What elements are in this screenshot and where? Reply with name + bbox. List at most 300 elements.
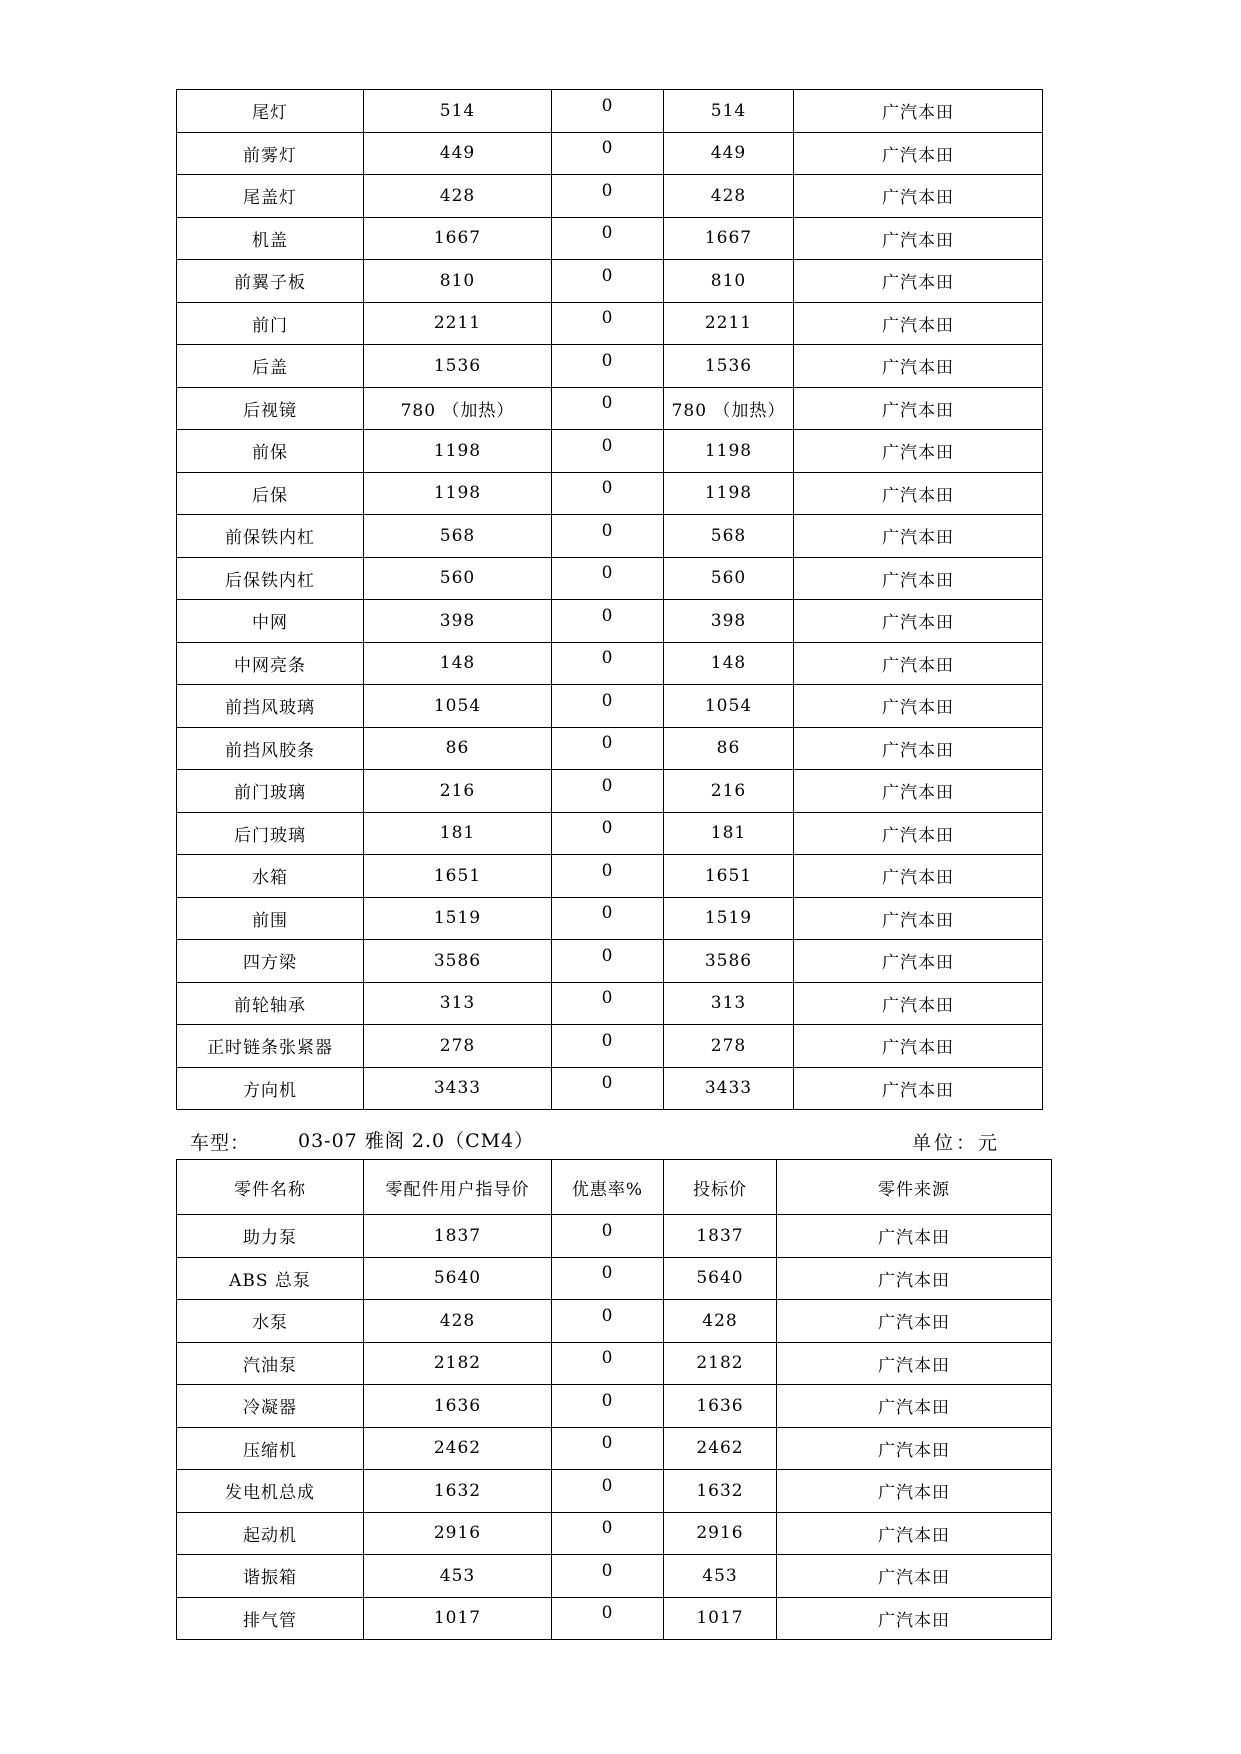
guide-price-cell-text: 1651 (433, 865, 482, 886)
part-name-cell (177, 770, 364, 813)
part-name-cell-text: 后视镜 (243, 400, 297, 421)
discount-rate-cell-text: 0 (601, 308, 614, 329)
part-source-cell-text: 广汽本田 (882, 613, 954, 634)
discount-rate-cell-text: 0 (601, 988, 614, 1009)
part-source-cell (794, 515, 1043, 558)
table-row (177, 1385, 1052, 1428)
guide-price-cell-text: 449 (439, 143, 476, 164)
table-row (177, 685, 1043, 728)
guide-price-cell (364, 387, 552, 430)
discount-rate-cell (552, 557, 664, 600)
part-source-cell (794, 770, 1043, 813)
bid-price-cell (664, 642, 794, 685)
part-source-cell (794, 727, 1043, 770)
bid-price-cell-text: 1054 (704, 695, 753, 716)
part-source-cell (794, 642, 1043, 685)
part-source-cell-text: 广汽本田 (882, 995, 954, 1016)
guide-price-cell-text: 216 (439, 780, 476, 801)
model-label: 车型： (190, 1132, 251, 1154)
part-source-cell (777, 1470, 1052, 1513)
guide-price-cell (364, 855, 552, 898)
part-name-cell-text: 前翼子板 (234, 273, 306, 294)
bid-price-cell (664, 90, 794, 133)
bid-price-cell (664, 430, 794, 473)
discount-rate-cell-text: 0 (601, 435, 614, 456)
bid-price-cell-text: 1536 (704, 355, 753, 376)
part-name-cell-text: 中网 (252, 613, 288, 634)
table-row (177, 90, 1043, 133)
table-row (177, 472, 1043, 515)
part-name-cell (177, 472, 364, 515)
guide-price-cell-text: 2211 (433, 313, 482, 334)
part-source-cell-text: 广汽本田 (882, 655, 954, 676)
guide-price-cell-text: 1632 (433, 1480, 482, 1501)
guide-price-cell-text: 1017 (433, 1608, 482, 1629)
part-name-cell (177, 642, 364, 685)
part-source-cell (777, 1512, 1052, 1555)
bid-price-cell (664, 727, 794, 770)
part-name-cell-text: 后盖 (252, 358, 288, 379)
part-source-cell (777, 1342, 1052, 1385)
bid-price-cell (664, 812, 794, 855)
table-row (177, 642, 1043, 685)
part-name-cell (177, 1470, 364, 1513)
guide-price-cell-text: 3586 (433, 950, 482, 971)
discount-rate-cell-text: 0 (601, 478, 614, 499)
part-name-cell-text: 中网亮条 (234, 655, 306, 676)
discount-rate-cell-text: 0 (601, 1305, 614, 1326)
part-name-cell-text: 水泵 (252, 1313, 288, 1334)
bid-price-cell (664, 685, 794, 728)
discount-rate-cell-text: 0 (601, 903, 614, 924)
part-source-cell-text: 广汽本田 (878, 1610, 950, 1631)
bid-price-cell-text: 3586 (704, 950, 753, 971)
bid-price-cell-text: 810 (710, 270, 747, 291)
bid-price-cell (664, 302, 794, 345)
table-row (177, 1470, 1052, 1513)
discount-rate-cell (552, 727, 664, 770)
guide-price-cell (364, 1342, 552, 1385)
discount-rate-cell-text: 0 (601, 265, 614, 286)
table-row (177, 982, 1043, 1025)
part-source-cell-text: 广汽本田 (878, 1483, 950, 1504)
bid-price-cell (664, 345, 794, 388)
table-row (177, 217, 1043, 260)
bid-price-cell (664, 1025, 794, 1068)
bid-price-cell (664, 855, 794, 898)
part-name-cell-text: 前门 (252, 315, 288, 336)
part-name-cell (177, 940, 364, 983)
discount-rate-cell-text: 0 (601, 223, 614, 244)
bid-price-cell-text: 1636 (696, 1395, 744, 1416)
parts-price-table-2-body (177, 1215, 1052, 1640)
part-source-cell-text: 广汽本田 (882, 1080, 954, 1101)
bid-price-cell-text: 2182 (696, 1353, 744, 1374)
part-name-cell (177, 260, 364, 303)
bid-price-cell-text: 313 (710, 993, 747, 1014)
part-name-cell (177, 1597, 364, 1640)
discount-rate-cell-text: 0 (601, 1518, 614, 1539)
bid-price-cell (664, 1300, 777, 1343)
bid-price-cell (664, 515, 794, 558)
guide-price-cell-text: 1636 (433, 1395, 482, 1416)
part-name-cell-text: 水箱 (252, 868, 288, 889)
bid-price-cell-text: 1198 (704, 440, 753, 461)
guide-price-cell-text: 428 (439, 185, 476, 206)
guide-price-cell-text: 568 (439, 525, 476, 546)
discount-rate-cell-text: 0 (601, 775, 614, 796)
discount-rate-cell (552, 1427, 664, 1470)
bid-price-cell (664, 1342, 777, 1385)
table-row (177, 770, 1043, 813)
table-row (177, 1597, 1052, 1640)
discount-rate-cell (552, 1215, 664, 1258)
part-source-cell-text: 广汽本田 (882, 103, 954, 124)
discount-rate-cell-text: 0 (601, 733, 614, 754)
bid-price-cell (664, 1257, 777, 1300)
guide-price-cell (364, 217, 552, 260)
guide-price-cell (364, 515, 552, 558)
guide-price-cell-text: 1198 (433, 483, 482, 504)
guide-price-cell-text: 810 (439, 270, 476, 291)
guide-price-cell (364, 557, 552, 600)
bid-price-cell (664, 1555, 777, 1598)
guide-price-cell (364, 345, 552, 388)
discount-rate-cell-text: 0 (601, 690, 614, 711)
bid-price-cell (664, 175, 794, 218)
table-row (177, 515, 1043, 558)
part-source-cell (794, 175, 1043, 218)
bid-price-cell-text: 1651 (704, 865, 753, 886)
part-name-cell (177, 855, 364, 898)
guide-price-cell (364, 1470, 552, 1513)
guide-price-cell-text: 5640 (433, 1268, 482, 1289)
part-name-cell-text: 后保 (252, 485, 288, 506)
bid-price-cell-text: 780 （加热） (671, 400, 786, 421)
part-name-cell (177, 557, 364, 600)
bid-price-cell (664, 217, 794, 260)
bid-price-cell (664, 260, 794, 303)
guide-price-cell-text: 1536 (433, 355, 482, 376)
part-name-cell (177, 727, 364, 770)
part-name-cell (177, 217, 364, 260)
bid-price-cell (664, 1427, 777, 1470)
guide-price-cell-text: 1054 (433, 695, 482, 716)
discount-rate-cell (552, 1555, 664, 1598)
part-source-cell (794, 387, 1043, 430)
bid-price-cell (664, 940, 794, 983)
guide-price-cell (364, 175, 552, 218)
guide-price-cell-text: 3433 (433, 1078, 482, 1099)
part-source-cell-text: 广汽本田 (882, 953, 954, 974)
header-discount-rate: 优惠率% (552, 1160, 664, 1215)
discount-rate-cell-text: 0 (601, 1560, 614, 1581)
guide-price-cell (364, 940, 552, 983)
part-name-cell (177, 1025, 364, 1068)
guide-price-cell-text: 514 (439, 100, 476, 121)
part-source-cell-text: 广汽本田 (882, 358, 954, 379)
table-row (177, 1215, 1052, 1258)
bid-price-cell-text: 2916 (696, 1523, 744, 1544)
discount-rate-cell (552, 600, 664, 643)
part-source-cell (794, 600, 1043, 643)
part-name-cell-text: 四方梁 (243, 953, 297, 974)
header-bid-price: 投标价 (664, 1160, 777, 1215)
bid-price-cell-text: 1837 (696, 1225, 744, 1246)
discount-rate-cell (552, 515, 664, 558)
guide-price-cell-text: 560 (439, 568, 476, 589)
bid-price-cell (664, 1215, 777, 1258)
discount-rate-cell-text: 0 (601, 393, 614, 414)
part-source-cell-text: 广汽本田 (878, 1355, 950, 1376)
guide-price-cell (364, 260, 552, 303)
guide-price-cell-text: 278 (439, 1035, 476, 1056)
part-name-cell-text: 后保铁内杠 (225, 570, 315, 591)
guide-price-cell (364, 600, 552, 643)
bid-price-cell (664, 1067, 794, 1110)
bid-price-cell-text: 1632 (696, 1480, 744, 1501)
guide-price-cell (364, 472, 552, 515)
bid-price-cell-text: 428 (710, 185, 747, 206)
guide-price-cell (364, 1555, 552, 1598)
part-name-cell-text: 前保铁内杠 (225, 528, 315, 549)
table-row (177, 1300, 1052, 1343)
bid-price-cell (664, 770, 794, 813)
part-name-cell-text: 压缩机 (243, 1440, 297, 1461)
table-row (177, 387, 1043, 430)
guide-price-cell (364, 770, 552, 813)
discount-rate-cell (552, 260, 664, 303)
bid-price-cell-text: 1667 (704, 228, 753, 249)
table-row (177, 1342, 1052, 1385)
part-name-cell (177, 1427, 364, 1470)
discount-rate-cell-text: 0 (601, 1475, 614, 1496)
part-name-cell (177, 982, 364, 1025)
guide-price-cell (364, 1067, 552, 1110)
guide-price-cell-text: 1837 (433, 1225, 482, 1246)
part-name-cell-text: ABS 总泵 (229, 1270, 311, 1291)
part-name-cell-text: 起动机 (243, 1525, 297, 1546)
guide-price-cell-text: 86 (445, 738, 470, 759)
part-source-cell-text: 广汽本田 (882, 783, 954, 804)
part-name-cell (177, 685, 364, 728)
part-source-cell-text: 广汽本田 (882, 315, 954, 336)
discount-rate-cell-text: 0 (601, 1603, 614, 1624)
part-name-cell (177, 1555, 364, 1598)
part-name-cell-text: 谐振箱 (243, 1568, 297, 1589)
guide-price-cell-text: 1198 (433, 440, 482, 461)
part-name-cell (177, 1342, 364, 1385)
part-source-cell-text: 广汽本田 (882, 188, 954, 209)
bid-price-cell-text: 453 (702, 1565, 738, 1586)
discount-rate-cell (552, 685, 664, 728)
part-name-cell (177, 132, 364, 175)
discount-rate-cell-text: 0 (601, 605, 614, 626)
part-source-cell-text: 广汽本田 (882, 273, 954, 294)
table-row (177, 175, 1043, 218)
guide-price-cell-text: 428 (439, 1310, 476, 1331)
bid-price-cell (664, 132, 794, 175)
bid-price-cell (664, 1512, 777, 1555)
part-source-cell (777, 1300, 1052, 1343)
unit-label: 单位：元 (912, 1132, 1001, 1154)
guide-price-cell (364, 1385, 552, 1428)
guide-price-cell-text: 780 （加热） (400, 400, 515, 421)
part-name-cell (177, 1067, 364, 1110)
guide-price-cell (364, 1300, 552, 1343)
discount-rate-cell-text: 0 (601, 1433, 614, 1454)
bid-price-cell-text: 181 (710, 823, 747, 844)
discount-rate-cell (552, 897, 664, 940)
part-source-cell (777, 1427, 1052, 1470)
guide-price-cell (364, 1427, 552, 1470)
discount-rate-cell-text: 0 (601, 648, 614, 669)
part-name-cell (177, 515, 364, 558)
parts-price-table-1 (176, 89, 1043, 1110)
discount-rate-cell (552, 1385, 664, 1428)
part-source-cell-text: 广汽本田 (878, 1313, 950, 1334)
part-name-cell (177, 90, 364, 133)
part-source-cell (794, 855, 1043, 898)
bid-price-cell-text: 568 (710, 525, 747, 546)
part-source-cell-text: 广汽本田 (882, 230, 954, 251)
part-name-cell-text: 冷凝器 (243, 1398, 297, 1419)
discount-rate-cell (552, 387, 664, 430)
bid-price-cell (664, 1597, 777, 1640)
part-source-cell (777, 1385, 1052, 1428)
guide-price-cell (364, 90, 552, 133)
discount-rate-cell (552, 982, 664, 1025)
table-row (177, 897, 1043, 940)
part-source-cell (777, 1215, 1052, 1258)
part-name-cell-text: 正时链条张紧器 (207, 1038, 333, 1059)
bid-price-cell (664, 387, 794, 430)
discount-rate-cell-text: 0 (601, 1073, 614, 1094)
guide-price-cell (364, 132, 552, 175)
guide-price-cell-text: 313 (439, 993, 476, 1014)
discount-rate-cell (552, 302, 664, 345)
discount-rate-cell-text: 0 (601, 1263, 614, 1284)
part-source-cell (794, 940, 1043, 983)
discount-rate-cell (552, 1470, 664, 1513)
bid-price-cell (664, 1385, 777, 1428)
part-source-cell (777, 1257, 1052, 1300)
part-name-cell (177, 175, 364, 218)
bid-price-cell-text: 3433 (704, 1078, 753, 1099)
discount-rate-cell-text: 0 (601, 1030, 614, 1051)
guide-price-cell-text: 181 (439, 823, 476, 844)
discount-rate-cell (552, 1300, 664, 1343)
table-row (177, 430, 1043, 473)
part-source-cell (794, 1025, 1043, 1068)
part-source-cell (777, 1555, 1052, 1598)
guide-price-cell (364, 1025, 552, 1068)
discount-rate-cell-text: 0 (601, 138, 614, 159)
part-name-cell-text: 前雾灯 (243, 145, 297, 166)
discount-rate-cell (552, 1067, 664, 1110)
discount-rate-cell (552, 812, 664, 855)
part-source-cell (794, 557, 1043, 600)
discount-rate-cell (552, 1025, 664, 1068)
part-name-cell-text: 汽油泵 (243, 1355, 297, 1376)
guide-price-cell (364, 1512, 552, 1555)
part-name-cell (177, 430, 364, 473)
discount-rate-cell (552, 345, 664, 388)
part-name-cell (177, 1257, 364, 1300)
bid-price-cell (664, 472, 794, 515)
guide-price-cell-text: 1667 (433, 228, 482, 249)
table-row (177, 855, 1043, 898)
table-row (177, 302, 1043, 345)
guide-price-cell (364, 302, 552, 345)
part-name-cell-text: 排气管 (243, 1610, 297, 1631)
parts-price-table-1-body (177, 90, 1043, 1110)
bid-price-cell-text: 398 (710, 610, 747, 631)
bid-price-cell (664, 600, 794, 643)
part-source-cell (794, 897, 1043, 940)
part-name-cell (177, 1215, 364, 1258)
bid-price-cell-text: 86 (716, 738, 741, 759)
bid-price-cell-text: 428 (702, 1310, 738, 1331)
table-row (177, 1427, 1052, 1470)
part-source-cell (794, 302, 1043, 345)
guide-price-cell-text: 398 (439, 610, 476, 631)
guide-price-cell (364, 1257, 552, 1300)
part-name-cell (177, 1385, 364, 1428)
table-row (177, 1555, 1052, 1598)
part-name-cell-text: 前门玻璃 (234, 783, 306, 804)
part-name-cell-text: 前挡风胶条 (225, 740, 315, 761)
guide-price-cell (364, 982, 552, 1025)
part-name-cell-text: 助力泵 (243, 1228, 297, 1249)
table-row (177, 132, 1043, 175)
part-name-cell-text: 前挡风玻璃 (225, 698, 315, 719)
part-source-cell-text: 广汽本田 (878, 1568, 950, 1589)
discount-rate-cell-text: 0 (601, 860, 614, 881)
part-name-cell (177, 345, 364, 388)
part-name-cell-text: 前保 (252, 443, 288, 464)
part-source-cell-text: 广汽本田 (882, 825, 954, 846)
table-row (177, 1512, 1052, 1555)
bid-price-cell-text: 449 (710, 143, 747, 164)
part-name-cell (177, 387, 364, 430)
table-row (177, 727, 1043, 770)
discount-rate-cell (552, 940, 664, 983)
table-row (177, 600, 1043, 643)
table-header-row (177, 1160, 1052, 1215)
bid-price-cell-text: 216 (710, 780, 747, 801)
part-name-cell-text: 前轮轴承 (234, 995, 306, 1016)
discount-rate-cell (552, 175, 664, 218)
discount-rate-cell-text: 0 (601, 818, 614, 839)
bid-price-cell (664, 557, 794, 600)
bid-price-cell-text: 2462 (696, 1438, 744, 1459)
part-source-cell-text: 广汽本田 (878, 1270, 950, 1291)
part-name-cell-text: 尾盖灯 (243, 188, 297, 209)
part-name-cell-text: 后门玻璃 (234, 825, 306, 846)
part-name-cell (177, 812, 364, 855)
bid-price-cell-text: 148 (710, 653, 747, 674)
guide-price-cell-text: 148 (439, 653, 476, 674)
guide-price-cell (364, 430, 552, 473)
bid-price-cell-text: 1017 (696, 1608, 744, 1629)
table-row (177, 557, 1043, 600)
part-source-cell-text: 广汽本田 (882, 400, 954, 421)
discount-rate-cell (552, 1257, 664, 1300)
part-source-cell (794, 685, 1043, 728)
guide-price-cell-text: 2916 (433, 1523, 482, 1544)
part-source-cell-text: 广汽本田 (878, 1398, 950, 1419)
